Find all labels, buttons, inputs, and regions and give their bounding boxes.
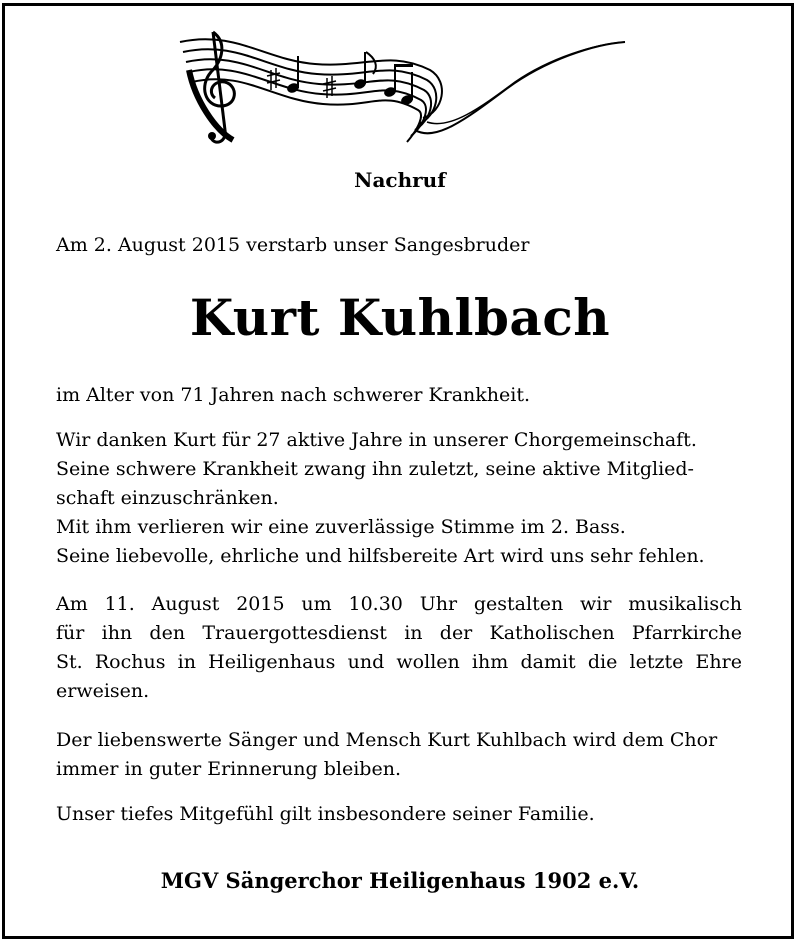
intro-line: Am 2. August 2015 verstarb unser Sangesbruder xyxy=(56,234,530,256)
thanks-paragraph xyxy=(56,426,742,571)
sympathy-paragraph xyxy=(56,800,742,829)
paragraph-line: erweisen. xyxy=(56,680,150,702)
paragraph-line: Am 11. August 2015 um 10.30 Uhr gestalten wir musikalisch xyxy=(56,593,742,615)
choir-signature: MGV Sängerchor Heiligenhaus 1902 e.V. xyxy=(160,868,640,893)
deceased-name: Kurt Kuhlbach xyxy=(189,288,611,347)
obituary-heading: Nachruf xyxy=(354,168,446,192)
paragraph-line: St. Rochus in Heiligenhaus und wollen ihm damit die letzte Ehre xyxy=(56,651,742,673)
paragraph-line: Mit ihm verlieren wir eine zuverlässige Stimme im 2. Bass. xyxy=(56,516,626,538)
paragraph-line: im Alter von 71 Jahren nach schwerer Krankheit. xyxy=(56,384,531,406)
paragraph-line: Seine liebevolle, ehrliche und hilfsbereite Art wird uns sehr fehlen. xyxy=(56,545,705,567)
memory-paragraph xyxy=(56,726,742,784)
music-staff-treble-clef-icon xyxy=(175,30,630,152)
paragraph-line: Unser tiefes Mitgefühl gilt insbesondere seiner Familie. xyxy=(56,803,595,825)
paragraph-line: immer in guter Erinnerung bleiben. xyxy=(56,758,401,780)
paragraph-line: Wir danken Kurt für 27 aktive Jahre in unserer Chorgemeinschaft. xyxy=(56,429,697,451)
paragraph-line: für ihn den Trauergottesdienst in der Katholischen Pfarrkirche xyxy=(56,622,742,644)
paragraph-line: Seine schwere Krankheit zwang ihn zuletzt, seine aktive Mitglied- xyxy=(56,458,694,480)
age-paragraph xyxy=(56,381,742,410)
paragraph-line: Der liebenswerte Sänger und Mensch Kurt Kuhlbach wird dem Chor xyxy=(56,729,718,751)
funeral-paragraph xyxy=(56,590,742,706)
paragraph-line: schaft einzuschränken. xyxy=(56,487,279,509)
